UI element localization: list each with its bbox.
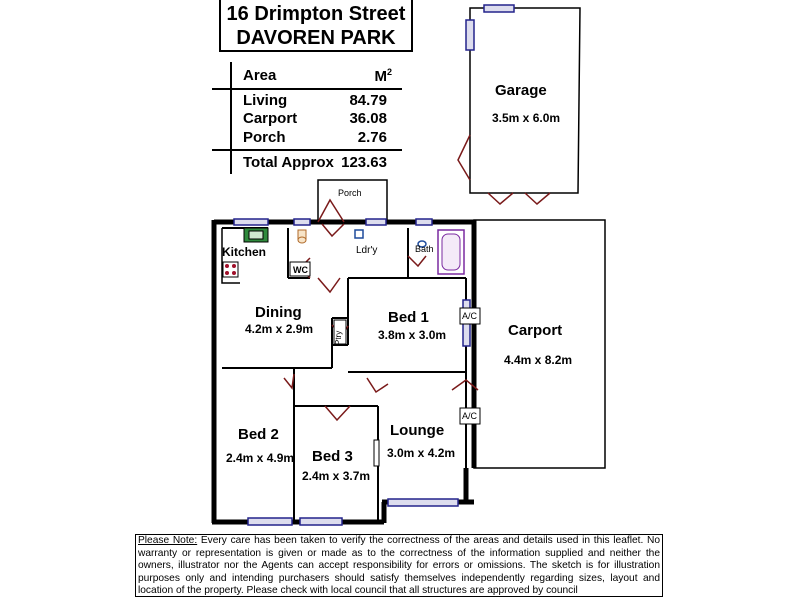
disclaimer-note xyxy=(135,534,663,597)
room-name-bed2: Bed 2 xyxy=(238,426,279,443)
room-name-lounge: Lounge xyxy=(390,422,445,439)
room-name-bath: Bath xyxy=(415,244,434,254)
porch-outline xyxy=(318,180,387,222)
ac-label-lower: A/C xyxy=(462,411,478,421)
kitchen-sink-basin xyxy=(249,231,263,239)
area-row-label: Living xyxy=(243,92,288,109)
room-size-dining: 4.2m x 2.9m xyxy=(245,322,314,336)
garage-window-top xyxy=(484,5,514,12)
room-size-carport: 4.4m x 8.2m xyxy=(504,353,573,367)
area-header-label: Area xyxy=(243,67,277,84)
area-row-value: 84.79 xyxy=(349,92,387,109)
cooktop xyxy=(223,262,238,277)
room-name-garage: Garage xyxy=(495,82,547,99)
room-size-garage: 3.5m x 6.0m xyxy=(492,111,561,125)
room-name-bed3: Bed 3 xyxy=(312,448,353,465)
disclaimer-text: Every care has been taken to verify the correctness of the areas and details used in this leaflet. No warranty or representation is given or made as to the correctness of the information supplied and neither the owners, illustrator nor the Agents can accept responsibility for errors or omissions. The sketch is for illustration purposes only and intending purchasers should satisfy themselves independently regarding sizes, layout and location of the property. Please check with local council that all structures are approved by council xyxy=(138,535,660,596)
room-name-dining: Dining xyxy=(255,304,302,321)
room-size-bed3: 2.4m x 3.7m xyxy=(302,469,371,483)
area-row-label: Porch xyxy=(243,129,286,146)
area-total-value: 123.63 xyxy=(341,154,387,171)
carport-outline xyxy=(474,220,605,468)
disclaimer-heading: Please Note: xyxy=(138,535,198,546)
room-name-bed1: Bed 1 xyxy=(388,309,429,326)
area-total-label: Total Approx xyxy=(243,154,334,171)
room-size-bed2: 2.4m x 4.9m xyxy=(226,451,295,465)
room-name-laundry: Ldr'y xyxy=(356,245,378,256)
street-address: 16 Drimpton Street xyxy=(226,3,406,25)
room-name-wc: WC xyxy=(293,265,308,275)
area-header-unit: $M^2$ xyxy=(374,67,392,85)
garage-outline xyxy=(470,8,580,193)
lounge-wall-unit xyxy=(374,440,379,466)
toilet-bowl-icon xyxy=(298,237,306,243)
ac-label-upper: A/C xyxy=(462,311,478,321)
area-row-label: Carport xyxy=(243,110,298,127)
area-row-value: 36.08 xyxy=(349,110,387,127)
laundry-tub-icon xyxy=(355,230,363,238)
bathtub-inner xyxy=(442,234,460,270)
suburb: DAVOREN PARK xyxy=(236,27,396,49)
room-size-bed1: 3.8m x 3.0m xyxy=(378,328,447,342)
garage-window-left xyxy=(466,20,474,50)
room-name-pantry: Ptry xyxy=(334,330,343,345)
room-name-porch: Porch xyxy=(338,188,362,198)
room-name-carport: Carport xyxy=(508,322,563,339)
room-size-lounge: 3.0m x 4.2m xyxy=(387,446,456,460)
room-name-kitchen: Kitchen xyxy=(222,245,267,259)
area-row-value: 2.76 xyxy=(357,129,387,146)
